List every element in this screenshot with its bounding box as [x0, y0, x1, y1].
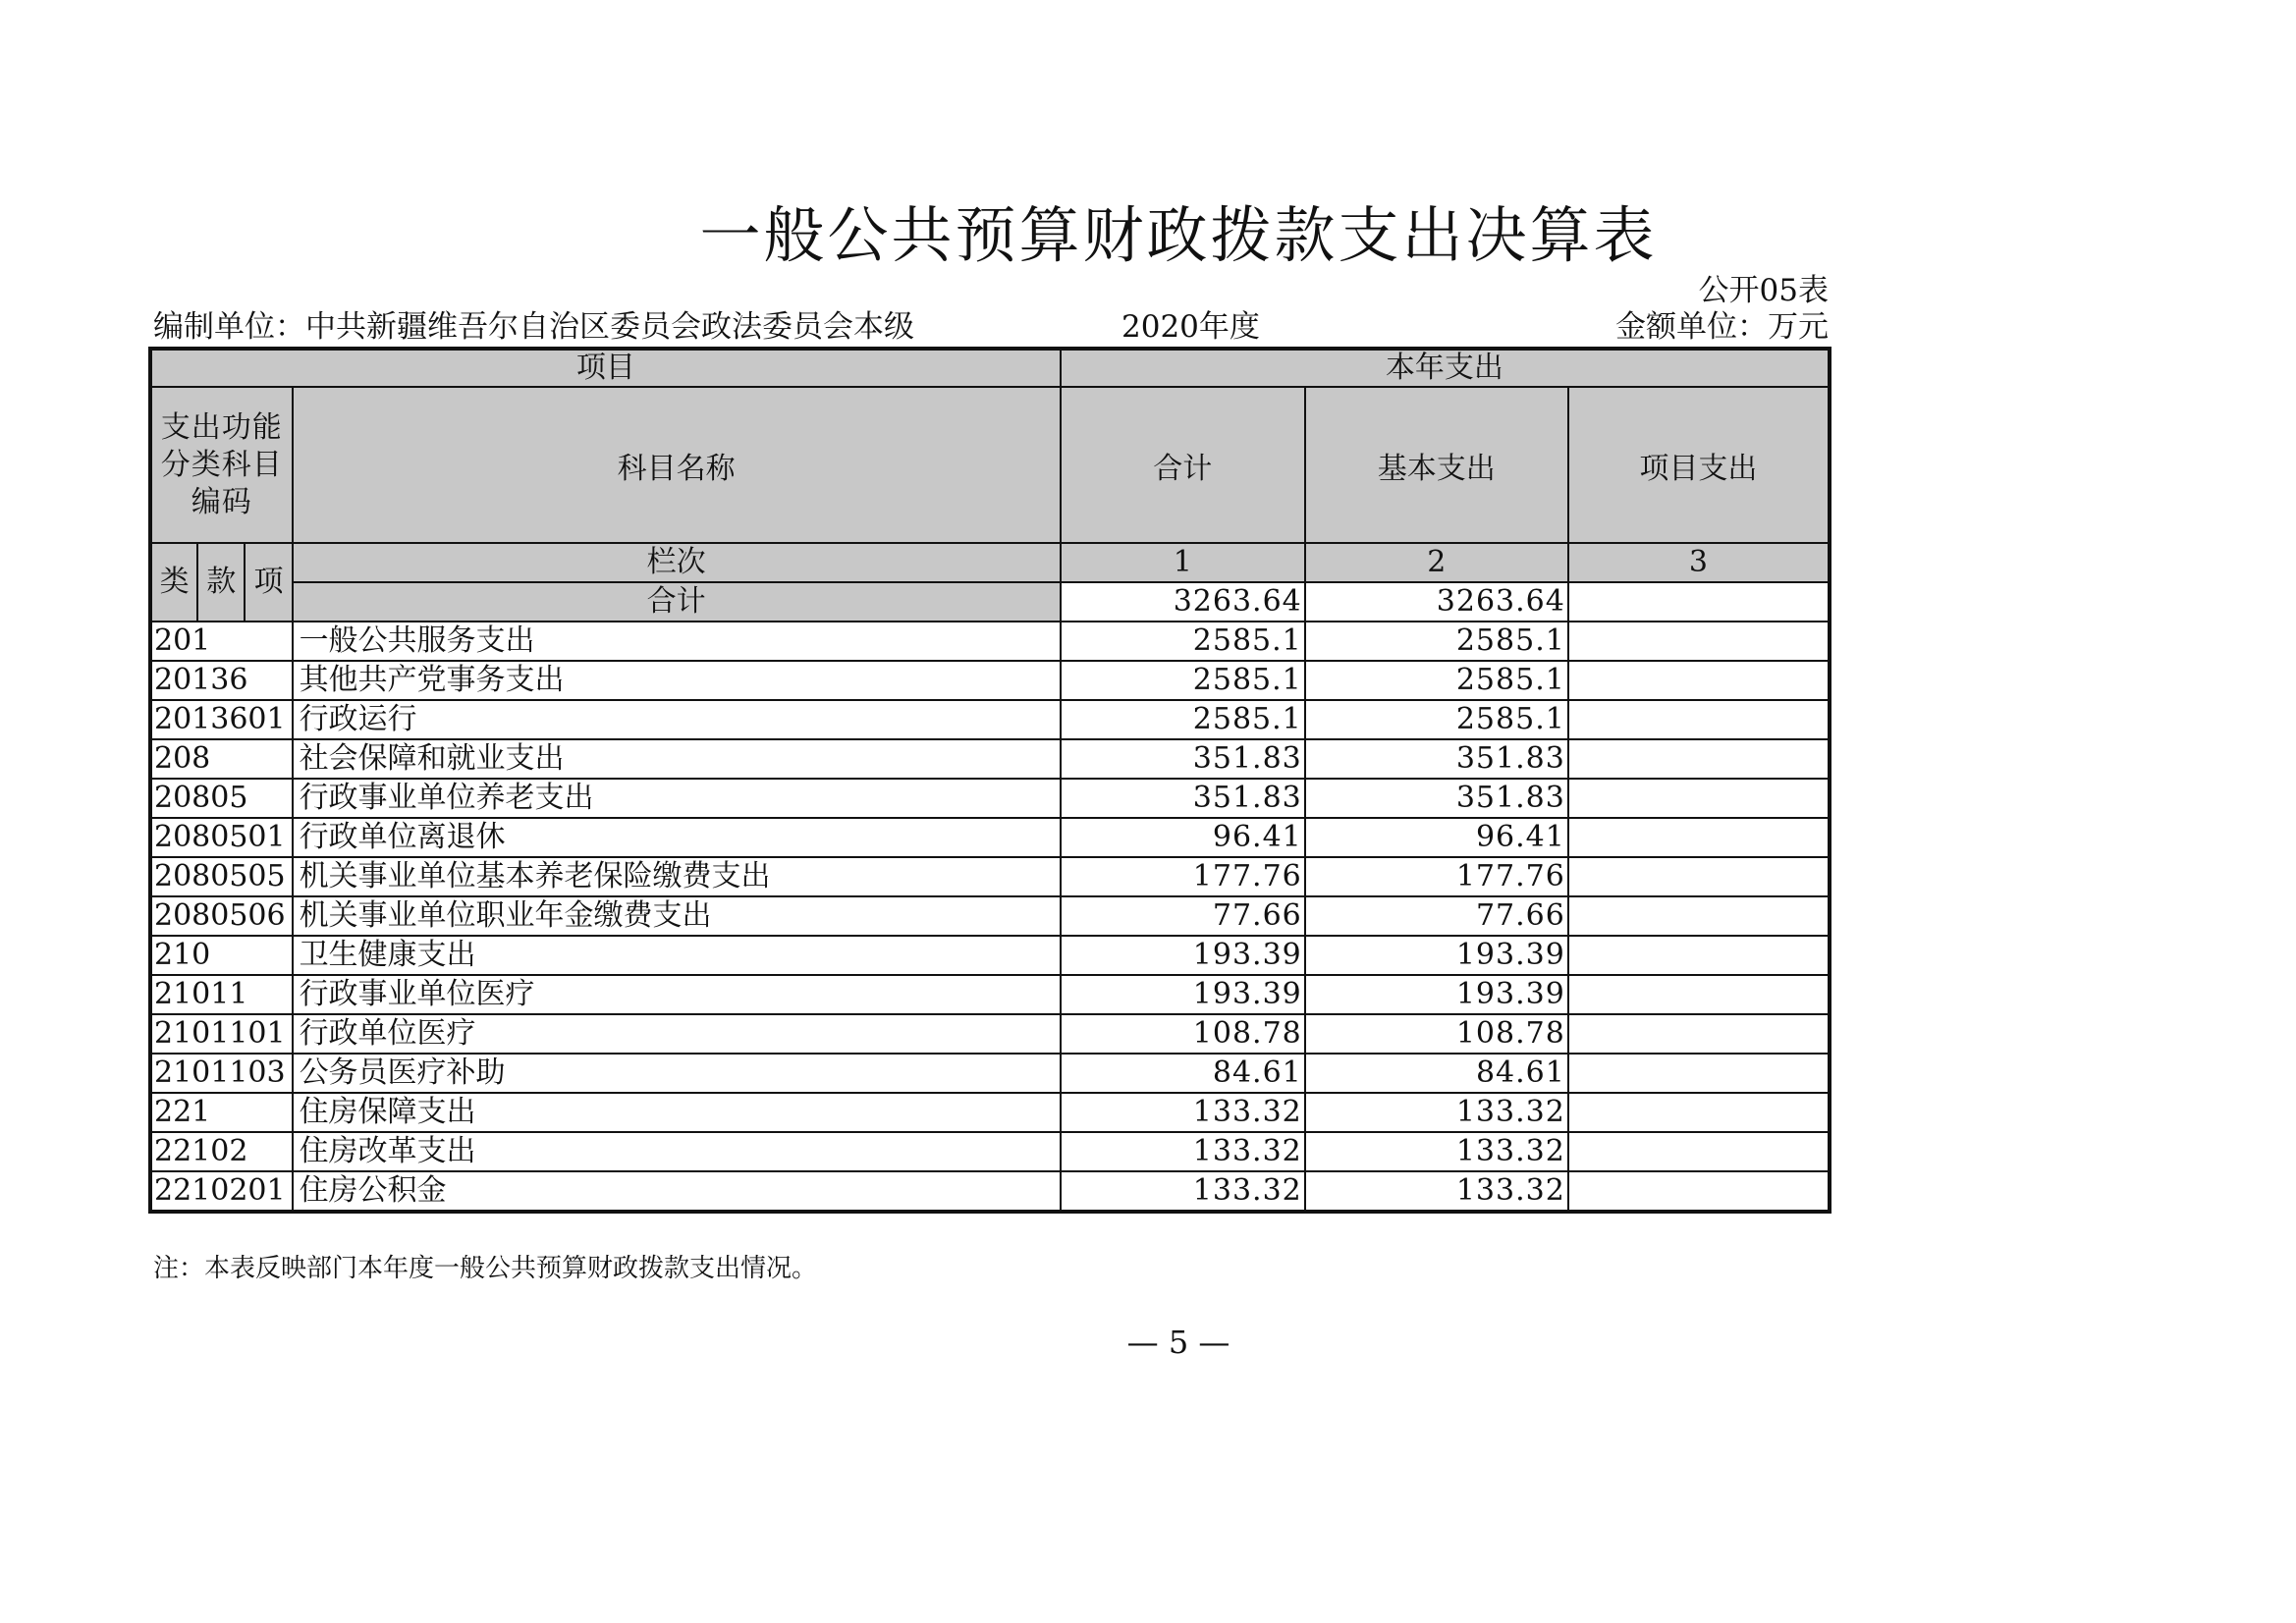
- table-row: [150, 975, 1830, 1014]
- header-basic-expense: 基本支出: [1305, 387, 1568, 543]
- row-project: [1568, 779, 1830, 818]
- row-subject-name: 行政运行: [293, 700, 1061, 739]
- row-total: 193.39: [1061, 975, 1305, 1014]
- header-row-top: [150, 349, 1830, 387]
- row-project: [1568, 1171, 1830, 1212]
- row-subject-name: 住房公积金: [293, 1171, 1061, 1212]
- row-project: [1568, 857, 1830, 896]
- header-project-expense: 项目支出: [1568, 387, 1830, 543]
- row-subject-name: 卫生健康支出: [293, 936, 1061, 975]
- row-subject-name: 一般公共服务支出: [293, 622, 1061, 661]
- row-subject-name: 机关事业单位基本养老保险缴费支出: [293, 857, 1061, 896]
- row-project: [1568, 936, 1830, 975]
- table-row: [150, 1171, 1830, 1212]
- table-row: [150, 818, 1830, 857]
- row-subject-name: 机关事业单位职业年金缴费支出: [293, 896, 1061, 936]
- page-number: — 5 —: [1126, 1324, 1230, 1361]
- column-number-row: [150, 543, 1830, 582]
- row-basic: 133.32: [1305, 1093, 1568, 1132]
- row-project: [1568, 661, 1830, 700]
- row-basic: 77.66: [1305, 896, 1568, 936]
- table-note: 注：本表反映部门本年度一般公共预算财政拨款支出情况。: [153, 1254, 818, 1283]
- row-basic: 108.78: [1305, 1014, 1568, 1054]
- row-total: 2585.1: [1061, 622, 1305, 661]
- amount-unit: 金额单位：万元: [1615, 309, 1829, 345]
- table-row: [150, 1093, 1830, 1132]
- header-col-1: 1: [1061, 543, 1305, 582]
- row-basic: 193.39: [1305, 975, 1568, 1014]
- row-code: 2080501: [150, 818, 293, 857]
- sum-label: 合计: [293, 582, 1061, 622]
- fiscal-year: 2020年度: [1121, 309, 1260, 345]
- row-basic: 351.83: [1305, 779, 1568, 818]
- row-total: 2585.1: [1061, 700, 1305, 739]
- header-project: 项目: [150, 349, 1061, 387]
- row-code: 22102: [150, 1132, 293, 1171]
- row-basic: 193.39: [1305, 936, 1568, 975]
- sum-basic: 3263.64: [1305, 582, 1568, 622]
- row-basic: 2585.1: [1305, 622, 1568, 661]
- header-lei: 类: [150, 543, 197, 622]
- table-row: [150, 661, 1830, 700]
- row-subject-name: 住房改革支出: [293, 1132, 1061, 1171]
- row-subject-name: 公务员医疗补助: [293, 1054, 1061, 1093]
- row-total: 133.32: [1061, 1171, 1305, 1212]
- row-code: 20136: [150, 661, 293, 700]
- row-code: 2013601: [150, 700, 293, 739]
- row-total: 84.61: [1061, 1054, 1305, 1093]
- row-code: 208: [150, 739, 293, 779]
- row-project: [1568, 975, 1830, 1014]
- row-project: [1568, 700, 1830, 739]
- table-row: [150, 739, 1830, 779]
- row-code: 2080506: [150, 896, 293, 936]
- row-code: 21011: [150, 975, 293, 1014]
- row-total: 351.83: [1061, 779, 1305, 818]
- row-basic: 2585.1: [1305, 661, 1568, 700]
- header-subject-name: 科目名称: [293, 387, 1061, 543]
- row-basic: 2585.1: [1305, 700, 1568, 739]
- table-row: [150, 1014, 1830, 1054]
- table-row: [150, 1132, 1830, 1171]
- row-subject-name: 行政事业单位医疗: [293, 975, 1061, 1014]
- table-row: [150, 857, 1830, 896]
- table-row: [150, 1054, 1830, 1093]
- row-basic: 351.83: [1305, 739, 1568, 779]
- compiling-unit: 编制单位：中共新疆维吾尔自治区委员会政法委员会本级: [153, 309, 914, 345]
- row-total: 193.39: [1061, 936, 1305, 975]
- header-row-sub: [150, 387, 1830, 543]
- row-code: 2080505: [150, 857, 293, 896]
- header-kuan: 款: [197, 543, 245, 622]
- table-row: [150, 936, 1830, 975]
- table-row: [150, 700, 1830, 739]
- row-total: 351.83: [1061, 739, 1305, 779]
- row-subject-name: 住房保障支出: [293, 1093, 1061, 1132]
- form-code: 公开05表: [1698, 273, 1829, 308]
- header-col-3: 3: [1568, 543, 1830, 582]
- meta-row: [153, 307, 1829, 347]
- row-total: 2585.1: [1061, 661, 1305, 700]
- header-current-year-expense: 本年支出: [1061, 349, 1830, 387]
- row-project: [1568, 739, 1830, 779]
- row-project: [1568, 1014, 1830, 1054]
- table-row: [150, 779, 1830, 818]
- row-total: 177.76: [1061, 857, 1305, 896]
- row-subject-name: 其他共产党事务支出: [293, 661, 1061, 700]
- row-total: 133.32: [1061, 1132, 1305, 1171]
- header-column-label: 栏次: [293, 543, 1061, 582]
- row-project: [1568, 896, 1830, 936]
- row-code: 2210201: [150, 1171, 293, 1212]
- row-subject-name: 行政单位离退休: [293, 818, 1061, 857]
- row-project: [1568, 622, 1830, 661]
- row-basic: 177.76: [1305, 857, 1568, 896]
- table-row: [150, 896, 1830, 936]
- table-row: [150, 622, 1830, 661]
- row-project: [1568, 1093, 1830, 1132]
- row-code: 20805: [150, 779, 293, 818]
- row-project: [1568, 1132, 1830, 1171]
- row-subject-name: 行政单位医疗: [293, 1014, 1061, 1054]
- row-subject-name: 行政事业单位养老支出: [293, 779, 1061, 818]
- row-total: 108.78: [1061, 1014, 1305, 1054]
- expenditure-table: [148, 347, 1831, 1214]
- row-total: 77.66: [1061, 896, 1305, 936]
- row-total: 96.41: [1061, 818, 1305, 857]
- row-basic: 84.61: [1305, 1054, 1568, 1093]
- header-total: 合计: [1061, 387, 1305, 543]
- row-project: [1568, 818, 1830, 857]
- row-code: 210: [150, 936, 293, 975]
- row-total: 133.32: [1061, 1093, 1305, 1132]
- row-basic: 133.32: [1305, 1171, 1568, 1212]
- sum-total: 3263.64: [1061, 582, 1305, 622]
- row-project: [1568, 1054, 1830, 1093]
- header-function-code: 支出功能分类科目编码: [150, 387, 293, 543]
- header-col-2: 2: [1305, 543, 1568, 582]
- sum-project: [1568, 582, 1830, 622]
- row-subject-name: 社会保障和就业支出: [293, 739, 1061, 779]
- row-code: 201: [150, 622, 293, 661]
- row-code: 2101101: [150, 1014, 293, 1054]
- sum-row: [150, 582, 1830, 622]
- header-xiang: 项: [245, 543, 292, 622]
- row-code: 221: [150, 1093, 293, 1132]
- row-code: 2101103: [150, 1054, 293, 1093]
- row-basic: 96.41: [1305, 818, 1568, 857]
- row-basic: 133.32: [1305, 1132, 1568, 1171]
- page-title: 一般公共预算财政拨款支出决算表: [699, 199, 1658, 271]
